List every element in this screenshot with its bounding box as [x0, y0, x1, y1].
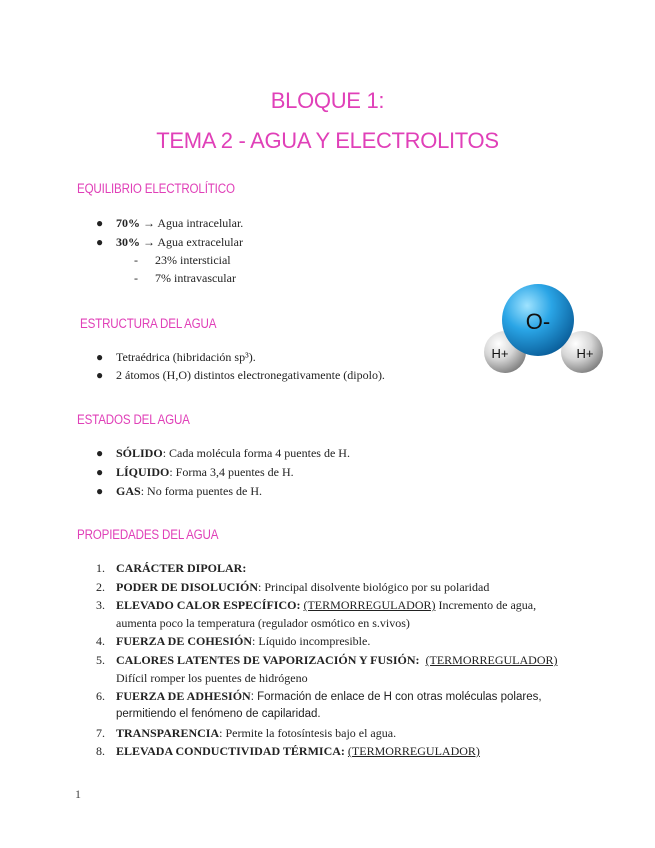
bullet: ● — [96, 368, 104, 382]
list-number: 8. — [96, 744, 105, 758]
property-item-5-cont: Difícil romper los puentes de hidrógeno — [116, 671, 308, 685]
section-heading-equilibrio: EQUILIBRIO ELECTROLÍTICO — [77, 181, 235, 196]
list-number: 3. — [96, 598, 105, 612]
property-item-3-cont: aumenta poco la temperatura (regulador osmótico en s.vivos) — [116, 616, 410, 630]
bullet: ● — [96, 235, 104, 249]
hydrogen-right-label: H+ — [576, 346, 594, 361]
property-item-1: CARÁCTER DIPOLAR: — [116, 561, 247, 575]
property-item-3: ELEVADO CALOR ESPECÍFICO: (TERMORREGULADOR) Incremento de agua, — [116, 598, 537, 612]
list-item: SÓLIDO: Cada molécula forma 4 puentes de H. — [116, 446, 350, 460]
hydrogen-left-label: H+ — [491, 346, 509, 361]
property-item-2: PODER DE DISOLUCIÓN: Principal disolvente biológico por su polaridad — [116, 580, 490, 594]
list-item: 70% → Agua intracelular. — [116, 216, 244, 230]
list-number: 1. — [96, 561, 105, 575]
list-number: 6. — [96, 689, 105, 703]
property-item-4: FUERZA DE COHESIÓN: Líquido incompresible. — [116, 634, 371, 648]
property-item-6: FUERZA DE ADHESIÓN: Formación de enlace de H con otras moléculas polares, — [116, 689, 542, 703]
document-title-line2: TEMA 2 - AGUA Y ELECTROLITOS — [156, 128, 499, 153]
list-number: 4. — [96, 634, 105, 648]
list-item: Tetraédrica (hibridación sp³). — [116, 350, 256, 364]
list-item: LÍQUIDO: Forma 3,4 puentes de H. — [116, 465, 294, 479]
oxygen-label: O- — [525, 309, 551, 334]
section-heading-estructura: ESTRUCTURA DEL AGUA — [80, 316, 217, 331]
sub-list-item: 23% intersticial — [155, 253, 231, 267]
dash: - — [134, 271, 138, 285]
list-number: 5. — [96, 653, 105, 667]
list-item: 2 átomos (H,O) distintos electronegativamente (dipolo). — [116, 368, 385, 382]
property-item-7: TRANSPARENCIA: Permite la fotosíntesis bajo el agua. — [116, 726, 397, 740]
list-item: GAS: No forma puentes de H. — [116, 484, 262, 498]
document-title-line1: BLOQUE 1: — [270, 88, 385, 113]
property-item-5: CALORES LATENTES DE VAPORIZACIÓN Y FUSIÓN: (TERMORREGULADOR) — [116, 653, 558, 667]
bullet: ● — [96, 446, 104, 460]
water-molecule-image — [480, 282, 610, 382]
list-number: 7. — [96, 726, 105, 740]
section-heading-propiedades: PROPIEDADES DEL AGUA — [77, 527, 219, 542]
bullet: ● — [96, 465, 104, 479]
list-item: 30% → Agua extracelular — [116, 235, 243, 249]
property-item-8: ELEVADA CONDUCTIVIDAD TÉRMICA: (TERMORREGULADOR) — [116, 744, 480, 758]
section-heading-estados: ESTADOS DEL AGUA — [77, 412, 190, 427]
bullet: ● — [96, 216, 104, 230]
page-number: 1 — [75, 787, 81, 801]
property-item-6-cont: permitiendo el fenómeno de capilaridad. — [116, 708, 321, 720]
list-number: 2. — [96, 580, 105, 594]
bullet: ● — [96, 350, 104, 364]
dash: - — [134, 253, 138, 267]
bullet: ● — [96, 484, 104, 498]
sub-list-item: 7% intravascular — [155, 271, 236, 285]
